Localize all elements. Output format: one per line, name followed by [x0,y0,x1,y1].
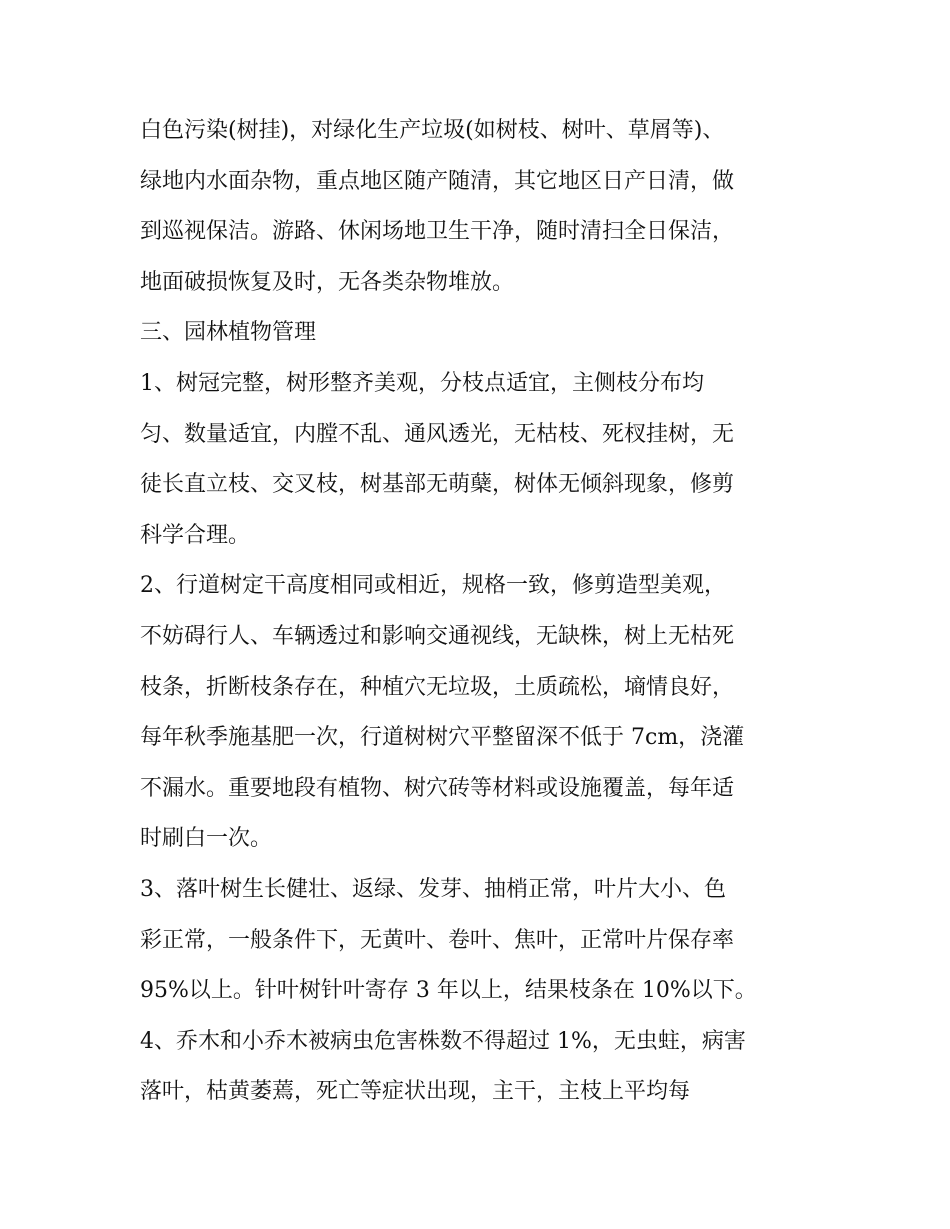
paragraph-line: 匀、数量适宜，内膛不乱、通风透光，无枯枝、死杈挂树，无 [140,421,735,447]
paragraph-line: 4、乔木和小乔木被病虫危害株数不得超过 1%，无虫蛀，病害 [140,1028,746,1054]
paragraph-line: 地面破损恢复及时，无各类杂物堆放。 [140,269,515,295]
paragraph-line: 3、落叶树生长健壮、返绿、发芽、抽梢正常，叶片大小、色 [140,876,726,902]
paragraph-line: 绿地内水面杂物，重点地区随产随清，其它地区日产日清，做 [140,168,735,194]
paragraph-line: 每年秋季施基肥一次，行道树树穴平整留深不低于 7cm，浇灌 [140,725,745,751]
paragraph-line: 不漏水。重要地段有植物、树穴砖等材料或设施覆盖，每年适 [140,775,735,801]
paragraph-line: 到巡视保洁。游路、休闲场地卫生干净，随时清扫全日保洁， [140,219,735,245]
paragraph-line: 2、行道树定干高度相同或相近，规格一致，修剪造型美观， [140,573,726,599]
section-heading: 三、园林植物管理 [140,320,317,346]
paragraph-line: 时刷白一次。 [140,826,273,852]
paragraph-line: 95%以上。针叶树针叶寄存 3 年以上，结果枝条在 10%以下。 [140,978,757,1004]
paragraph-line: 科学合理。 [140,522,251,548]
document-body [140,106,820,1118]
paragraph-line: 不妨碍行人、车辆透过和影响交通视线，无缺株，树上无枯死 [140,623,735,649]
paragraph-line: 徒长直立枝、交叉枝，树基部无萌蘖，树体无倾斜现象，修剪 [140,472,735,498]
paragraph-line: 彩正常，一般条件下，无黄叶、卷叶、焦叶，正常叶片保存率 [140,927,735,953]
paragraph-line: 枝条，折断枝条存在，种植穴无垃圾，土质疏松，墒情良好， [140,674,735,700]
paragraph-line: 白色污染(树挂)，对绿化生产垃圾(如树枝、树叶、草屑等)、 [140,118,725,143]
paragraph-line: 落叶，枯黄萎蔫，死亡等症状出现，主干，主枝上平均每 [140,1079,691,1105]
paragraph-line: 1、树冠完整，树形整齐美观，分枝点适宜，主侧枝分布均 [140,370,704,396]
